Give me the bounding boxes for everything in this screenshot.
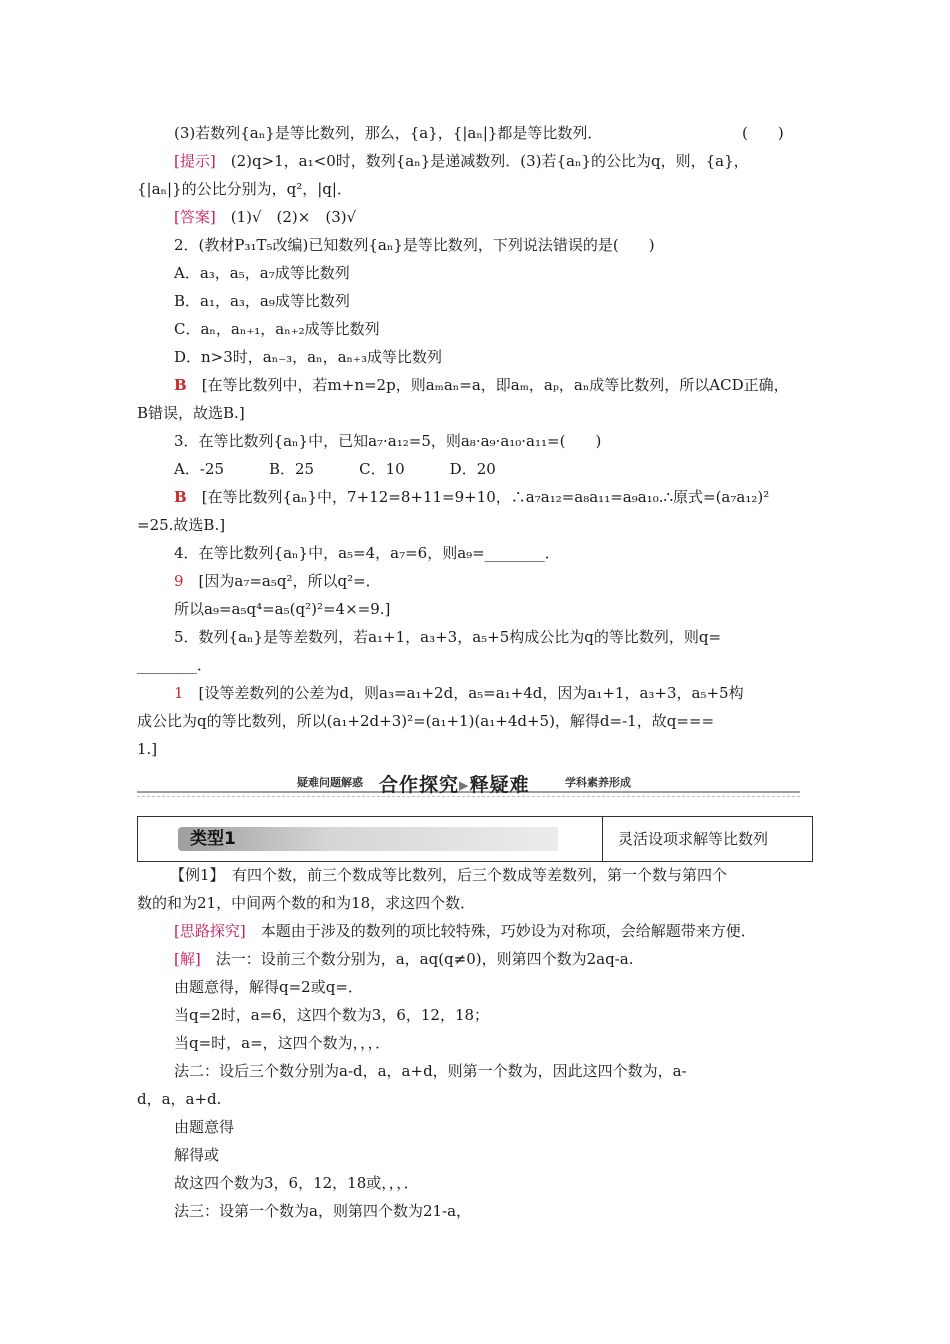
solution-tag: [解] — [174, 950, 201, 968]
option-a: A．a₃，a₅，a₇成等比数列 — [174, 264, 350, 282]
text-line: 当q=2时，a=6，这四个数为3，6，12，18； — [174, 1006, 490, 1024]
text-line: 故这四个数为3，6，12，18或，，，． — [174, 1174, 419, 1192]
text-line: B错误，故选B.] — [137, 404, 245, 422]
banner-main2: 释疑难 — [469, 774, 530, 796]
question-4: 4．在等比数列{aₙ}中，a₅=4，a₇=6，则a₉=________． — [174, 544, 560, 562]
text-line: 数的和为21，中间两个数的和为18，求这四个数． — [137, 894, 476, 912]
solution-tag: 1 — [174, 684, 184, 702]
hint-text: (2)q>1，a₁<0时，数列{aₙ}是递减数列．(3)若{aₙ}的公比为q，则，{a}， — [215, 152, 749, 170]
answer-paren: ( ) — [742, 124, 784, 142]
text-line: 由题意得 — [174, 1118, 235, 1136]
text-line: 1.] — [137, 740, 158, 758]
solution-3 — [174, 487, 769, 507]
text-line: =25.故选B.] — [137, 516, 226, 534]
text-line: 法三：设第一个数为a，则第四个数为21-a， — [174, 1202, 472, 1220]
solution-tag: 9 — [174, 572, 184, 590]
section-banner — [137, 770, 800, 800]
solution-2 — [174, 375, 789, 395]
solution-text: [在等比数列中，若m+n=2p，则aₘaₙ=a，即aₘ，aₚ，aₙ成等比数列，所以ACD正确， — [186, 376, 789, 394]
idea-text: 本题由于涉及的数列的项比较特殊，巧妙设为对称项，会给解题带来方便． — [245, 922, 756, 940]
text-line: 解得或 — [174, 1146, 220, 1164]
solution-text: [因为a₇=a₅q²，所以q²=． — [183, 572, 381, 590]
type-badge — [178, 827, 558, 851]
banner-right-text: 学科素养形成 — [565, 776, 631, 789]
banner-main: 合作探究 — [379, 774, 460, 796]
text-line: 所以a₉=a₅q⁴=a₅(q²)²=4×=9.] — [174, 600, 391, 618]
type-badge-label: 类型1 — [190, 829, 236, 849]
example-1: 【例1】 有四个数，前三个数成等比数列，后三个数成等差数列，第一个数与第四个 — [170, 866, 728, 884]
solution-line — [174, 949, 634, 969]
text-line: (3)若数列{aₙ}是等比数列，那么，{a}，{|aₙ|}都是等比数列． — [174, 124, 603, 142]
text-line: ________． — [137, 656, 213, 674]
answer-text: (1)√ (2)× (3)√ — [215, 208, 357, 226]
question-2: 2．(教材P₃₁T₅改编)已知数列{aₙ}是等比数列，下列说法错误的是( ) — [174, 236, 655, 254]
option-b: B．a₁，a₃，a₉成等比数列 — [174, 292, 350, 310]
option-d: D．n>3时，aₙ₋₃，aₙ，aₙ₊₃成等比数列 — [174, 348, 442, 366]
options-3: A．-25 B．25 C．10 D．20 — [174, 460, 496, 478]
solution-text: [在等比数列{aₙ}中，7+12=8+11=9+10，∴a₇a₁₂=a₈a₁₁=a₉a₁₀.∴原式=(a₇a₁₂)² — [186, 488, 770, 506]
solution-text: 法一：设前三个数分别为，a，aq(q≠0)，则第四个数为2aq-a. — [200, 950, 634, 968]
text-line: d，a，a+d. — [137, 1090, 222, 1108]
type-box — [137, 816, 813, 862]
text-line: 由题意得，解得q=2或q=． — [174, 978, 363, 996]
hint-tag: [提示] — [174, 152, 216, 170]
text-line: 成公比为q的等比数列，所以(a₁+2d+3)²=(a₁+1)(a₁+4d+5)，解得d=-1，故q=== — [137, 712, 715, 730]
banner-left-text: 疑难问题解惑 — [297, 776, 363, 789]
answer-tag: [答案] — [174, 208, 216, 226]
solution-5 — [174, 683, 744, 703]
option-c: C．aₙ，aₙ₊₁，aₙ₊₂成等比数列 — [174, 320, 380, 338]
text-line: 当q=时，a=，这四个数为，，，． — [174, 1034, 391, 1052]
idea-tag: [思路探究] — [174, 922, 246, 940]
idea-line — [174, 921, 756, 941]
solution-tag: B — [174, 376, 187, 394]
banner-title — [379, 770, 530, 797]
solution-4 — [174, 571, 381, 591]
type-title: 灵活设项求解等比数列 — [618, 830, 769, 848]
question-3: 3．在等比数列{aₙ}中，已知a₇·a₁₂=5，则a₈·a₉·a₁₀·a₁₁=( ) — [174, 432, 602, 450]
hint-line — [174, 151, 749, 171]
banner-arrow-icon: ▸ — [459, 774, 470, 796]
type-box-divider — [602, 817, 603, 861]
solution-text: [设等差数列的公差为d，则a₃=a₁+2d，a₅=a₁+4d，因为a₁+1，a₃+3，a₅+5构 — [183, 684, 744, 702]
text-line: 法二：设后三个数分别为a-d，a，a+d，则第一个数为，因此这四个数为，a- — [174, 1062, 687, 1080]
solution-tag: B — [174, 488, 187, 506]
text-line: {|aₙ|}的公比分别为，q²，|q|． — [137, 180, 352, 198]
answer-line — [174, 207, 356, 227]
question-5: 5．数列{aₙ}是等差数列，若a₁+1，a₃+3，a₅+5构成公比为q的等比数列，则q= — [174, 628, 722, 646]
